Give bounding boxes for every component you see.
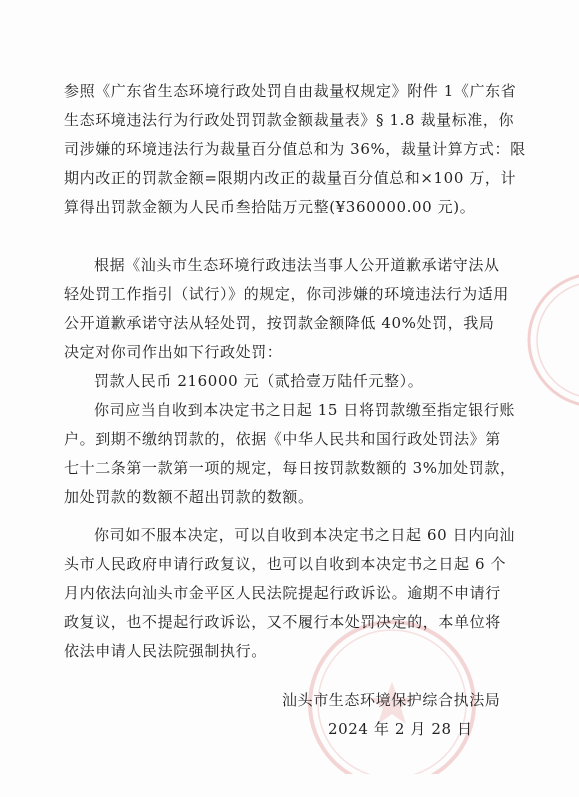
para1-line2: 生态环境违法行为行政处罚罚款金额裁量表》§ 1.8 裁量标准，你 [64,111,515,129]
para2-line4: 决定对你司作出如下行政处罚： [64,343,283,361]
para2-line3: 公开道歉承诺守法从轻处罚，按罚款金额降低 40%处罚，我局 [64,314,495,332]
penalty-amount: 罚款人民币 216000 元（贰拾壹万陆仟元整）。 [94,372,424,390]
issuing-organization: 汕头市生态环境保护综合执法局 [282,691,501,709]
issue-date: 2024 年 2 月 28 日 [328,720,473,738]
para1-line5: 算得出罚款金额为人民币叁拾陆万元整(¥360000.00 元)。 [64,198,476,216]
para2-line1: 根据《汕头市生态环境行政违法当事人公开道歉承诺守法从 [94,256,500,274]
para1-line4: 期内改正的罚款金额=限期内改正的裁量百分值总和×100 万，计 [64,169,517,187]
para1-line1: 参照《广东省生态环境行政处罚自由裁量权规定》附件 1《广东省 [64,82,517,100]
para5-line4: 政复议，也不提起行政诉讼，又不履行本处罚决定的，本单位将 [64,613,501,631]
para1-line3: 司涉嫌的环境违法行为裁量百分值总和为 36%，裁量计算方式：限 [64,140,526,158]
official-seal-edge [500,265,579,415]
para4-line2: 户。到期不缴纳罚款的，依据《中华人民共和国行政处罚法》第 [64,430,501,448]
para5-line2: 头市人民政府申请行政复议，也可以自收到本决定书之日起 6 个 [64,555,507,573]
para2-line2: 轻处罚工作指引（试行）》的规定，你司涉嫌的环境违法行为适用 [64,285,509,303]
para5-line1: 你司如不服本决定，可以自收到本决定书之日起 60 日内向汕 [94,526,516,544]
para4-line3: 七十二条第一款第一项的规定，每日按罚款数额的 3%加处罚款， [64,459,516,477]
para5-line5: 依法申请人民法院强制执行。 [64,642,267,660]
para4-line4: 加处罚款的数额不超出罚款的数额。 [64,488,314,506]
para5-line3: 月内依法向汕头市金平区人民法院提起行政诉讼。逾期不申请行 [64,584,501,602]
para4-line1: 你司应当自收到本决定书之日起 15 日将罚款缴至指定银行账 [94,401,516,419]
